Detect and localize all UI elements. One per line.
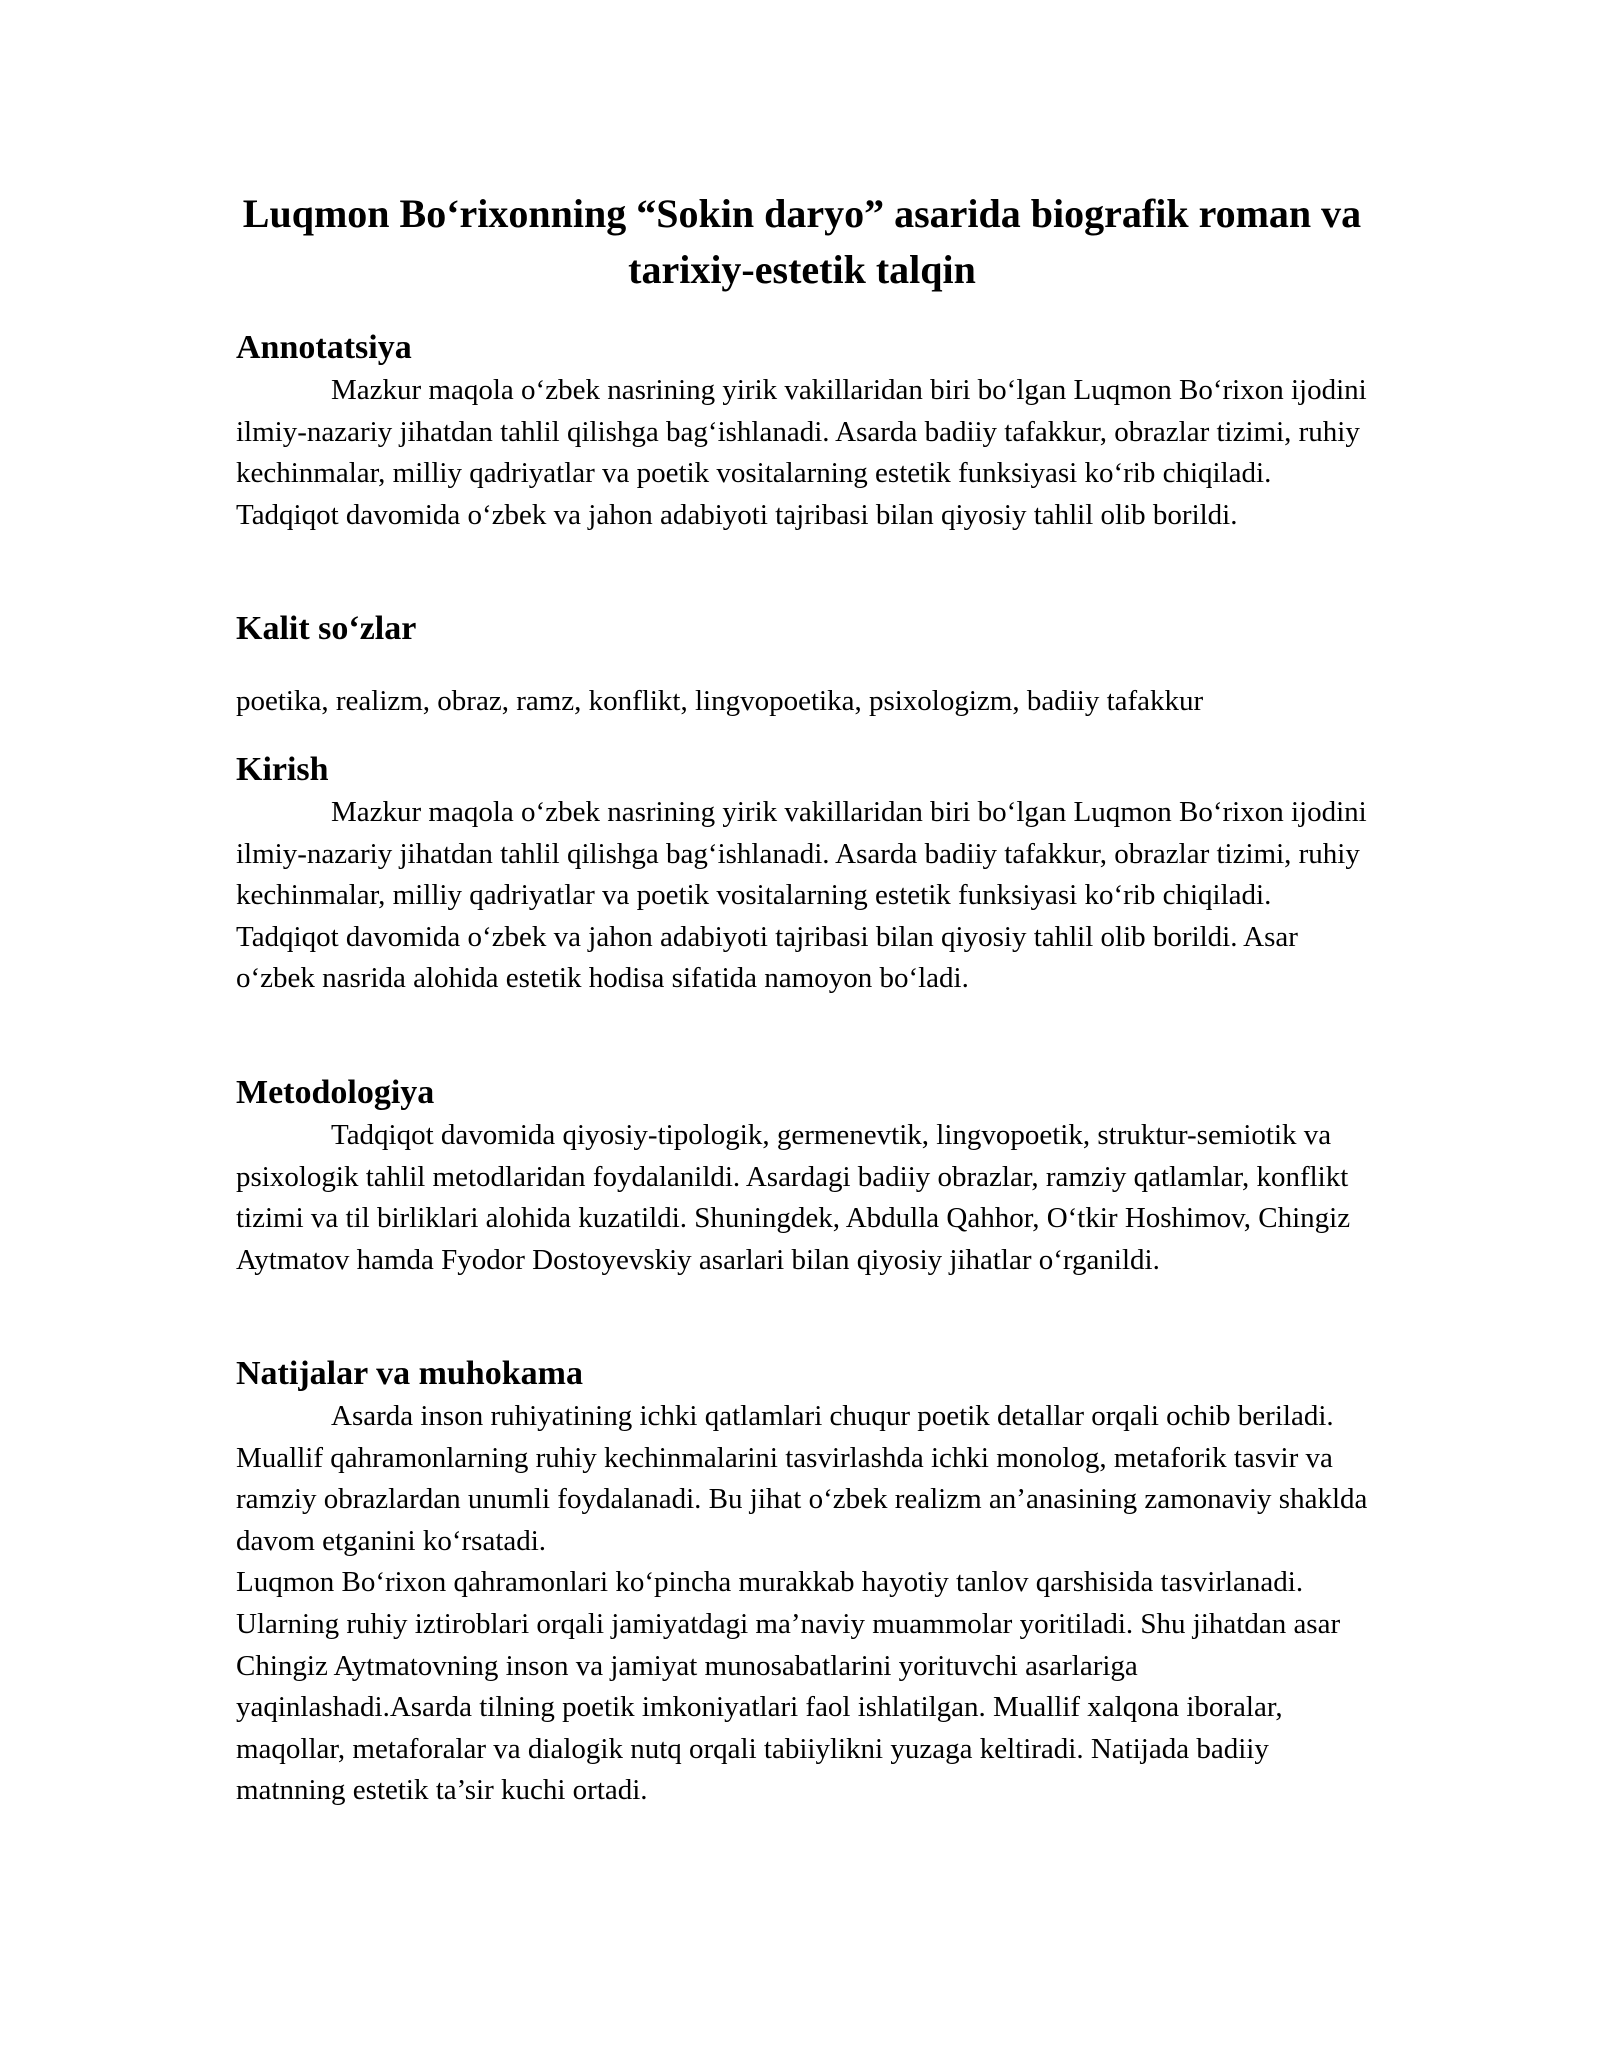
results-paragraph-2: Luqmon Bo‘rixon qahramonlari ko‘pincha murakkab hayotiy tanlov qarshisida tasvirlanadi. Ularning ruhiy iztiroblari orqali jamiyatdagi ma’naviy muammolar yoritiladi. Shu jihatdan asar Chingiz Aytmatovning inson va jamiyat munosabatlarini yorituvchi asarlariga yaqinlashadi.Asarda tilning poetik imkoniyatlari faol ishlatilgan. Muallif xalqona iboralar, maqollar, metaforalar va dialogik nutq orqali tabiiylikni yuzaga keltiradi. Natijada badiiy matnning estetik ta’sir kuchi ortadi. bbox=[236, 1566, 1341, 1807]
introduction-section bbox=[236, 748, 1368, 1000]
methodology-heading: Metodologiya bbox=[236, 1074, 435, 1111]
results-section bbox=[236, 1352, 1368, 1812]
results-paragraph-1: Asarda inson ruhiyatining ichki qatlamlari chuqur poetik detallar orqali ochib beriladi. Muallif qahramonlarning ruhiy kechinmalarini tasvirlashda ichki monolog, metaforik tasvir va ramziy obrazlardan unumli foydalanadi. Bu jihat o‘zbek realizm an’anasining zamonaviy shaklda davom etganini ko‘rsatadi. bbox=[236, 1400, 1368, 1557]
methodology-paragraph: Tadqiqot davomida qiyosiy-tipologik, germenevtik, lingvopoetik, struktur-semiotik va psixologik tahlil metodlaridan foydalanildi. Asardagi badiiy obrazlar, ramziy qatlamlar, konflikt tizimi va til birliklari alohida kuzatildi. Shuningdek, Abdulla Qahhor, O‘tkir Hoshimov, Chingiz Aytmatov hamda Fyodor Dostoyevskiy asarlari bilan qiyosiy jihatlar o‘rganildi. bbox=[236, 1119, 1351, 1276]
annotation-paragraph: Mazkur maqola o‘zbek nasrining yirik vakillaridan biri bo‘lgan Luqmon Bo‘rixon ijodini ilmiy-nazariy jihatdan tahlil qilishga bag‘ishlanadi. Asarda badiiy tafakkur, obrazlar tizimi, ruhiy kechinmalar, milliy qadriyatlar va poetik vositalarning estetik funksiyasi ko‘rib chiqiladi. Tadqiqot davomida o‘zbek va jahon adabiyoti tajribasi bilan qiyosiy tahlil olib borildi. bbox=[236, 374, 1367, 531]
document-title: Luqmon Bo‘rixonning “Sokin daryo” asarida biografik roman va tarixiy-estetik talqin bbox=[242, 191, 1362, 292]
introduction-heading: Kirish bbox=[236, 751, 329, 788]
keywords-list: poetika, realizm, obraz, ramz, konflikt, lingvopoetika, psixologizm, badiiy tafakkur bbox=[236, 685, 1204, 717]
methodology-section bbox=[236, 1071, 1368, 1281]
keywords-section bbox=[236, 607, 1368, 723]
annotation-heading: Annotatsiya bbox=[236, 329, 412, 366]
results-heading: Natijalar va muhokama bbox=[236, 1355, 583, 1392]
keywords-heading: Kalit so‘zlar bbox=[236, 610, 417, 647]
introduction-paragraph: Mazkur maqola o‘zbek nasrining yirik vakillaridan biri bo‘lgan Luqmon Bo‘rixon ijodini ilmiy-nazariy jihatdan tahlil qilishga bag‘ishlanadi. Asarda badiiy tafakkur, obrazlar tizimi, ruhiy kechinmalar, milliy qadriyatlar va poetik vositalarning estetik funksiyasi ko‘rib chiqiladi. Tadqiqot davomida o‘zbek va jahon adabiyoti tajribasi bilan qiyosiy tahlil olib borildi. Asar o‘zbek nasrida alohida estetik hodisa sifatida namoyon bo‘ladi. bbox=[236, 796, 1367, 995]
annotation-section bbox=[236, 326, 1368, 536]
